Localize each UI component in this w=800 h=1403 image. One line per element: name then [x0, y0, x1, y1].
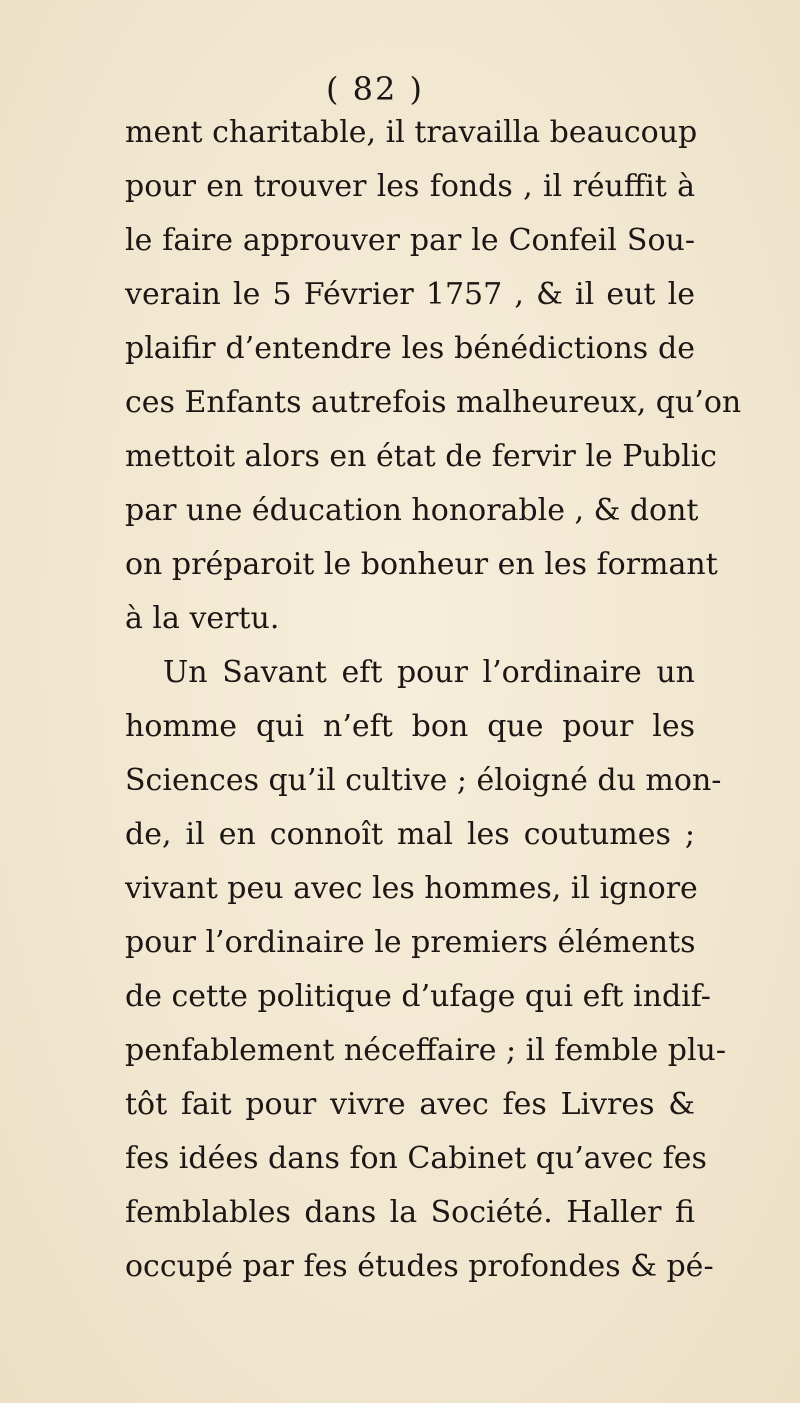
text-line: verain le 5 Février 1757 , & il eut le	[125, 277, 695, 312]
text-line: ces Enfants autrefois malheureux, qu’on	[125, 385, 742, 420]
text-line: on préparoit le bonheur en les formant	[125, 547, 718, 582]
text-line: occupé par fes études profondes & pé-	[125, 1249, 714, 1284]
text-line: mettoit alors en état de fervir le Public	[125, 439, 717, 474]
text-line: femblables dans la Société. Haller fi	[125, 1195, 695, 1230]
text-line: le faire approuver par le Confeil Sou-	[125, 223, 695, 258]
text-line: pour en trouver les fonds , il réuffit à	[125, 169, 695, 204]
text-line: de cette politique d’ufage qui eft indif-	[125, 979, 711, 1014]
paragraph-start-line: Un Savant eft pour l’ordinaire un	[163, 655, 695, 690]
body-text	[125, 106, 742, 1294]
text-line: par une éducation honorable , & dont	[125, 493, 699, 528]
text-line: tôt fait pour vivre avec fes Livres &	[125, 1087, 695, 1122]
text-line: Sciences qu’il cultive ; éloigné du mon-	[125, 763, 722, 798]
page-number: ( 82 )	[325, 70, 425, 108]
text-line: fes idées dans fon Cabinet qu’avec fes	[125, 1141, 707, 1176]
text-line: vivant peu avec les hommes, il ignore	[125, 871, 698, 906]
text-line: pour l’ordinaire le premiers éléments	[125, 925, 696, 960]
text-line: de, il en connoît mal les coutumes ;	[125, 817, 695, 852]
text-line: homme qui n’eft bon que pour les	[125, 709, 695, 744]
text-line: ment charitable, il travailla beaucoup	[125, 115, 698, 150]
text-line: penfablement néceffaire ; il femble plu-	[125, 1033, 727, 1068]
paragraph-end-line: à la vertu.	[125, 601, 280, 636]
text-line: plaifir d’entendre les bénédictions de	[125, 331, 695, 366]
